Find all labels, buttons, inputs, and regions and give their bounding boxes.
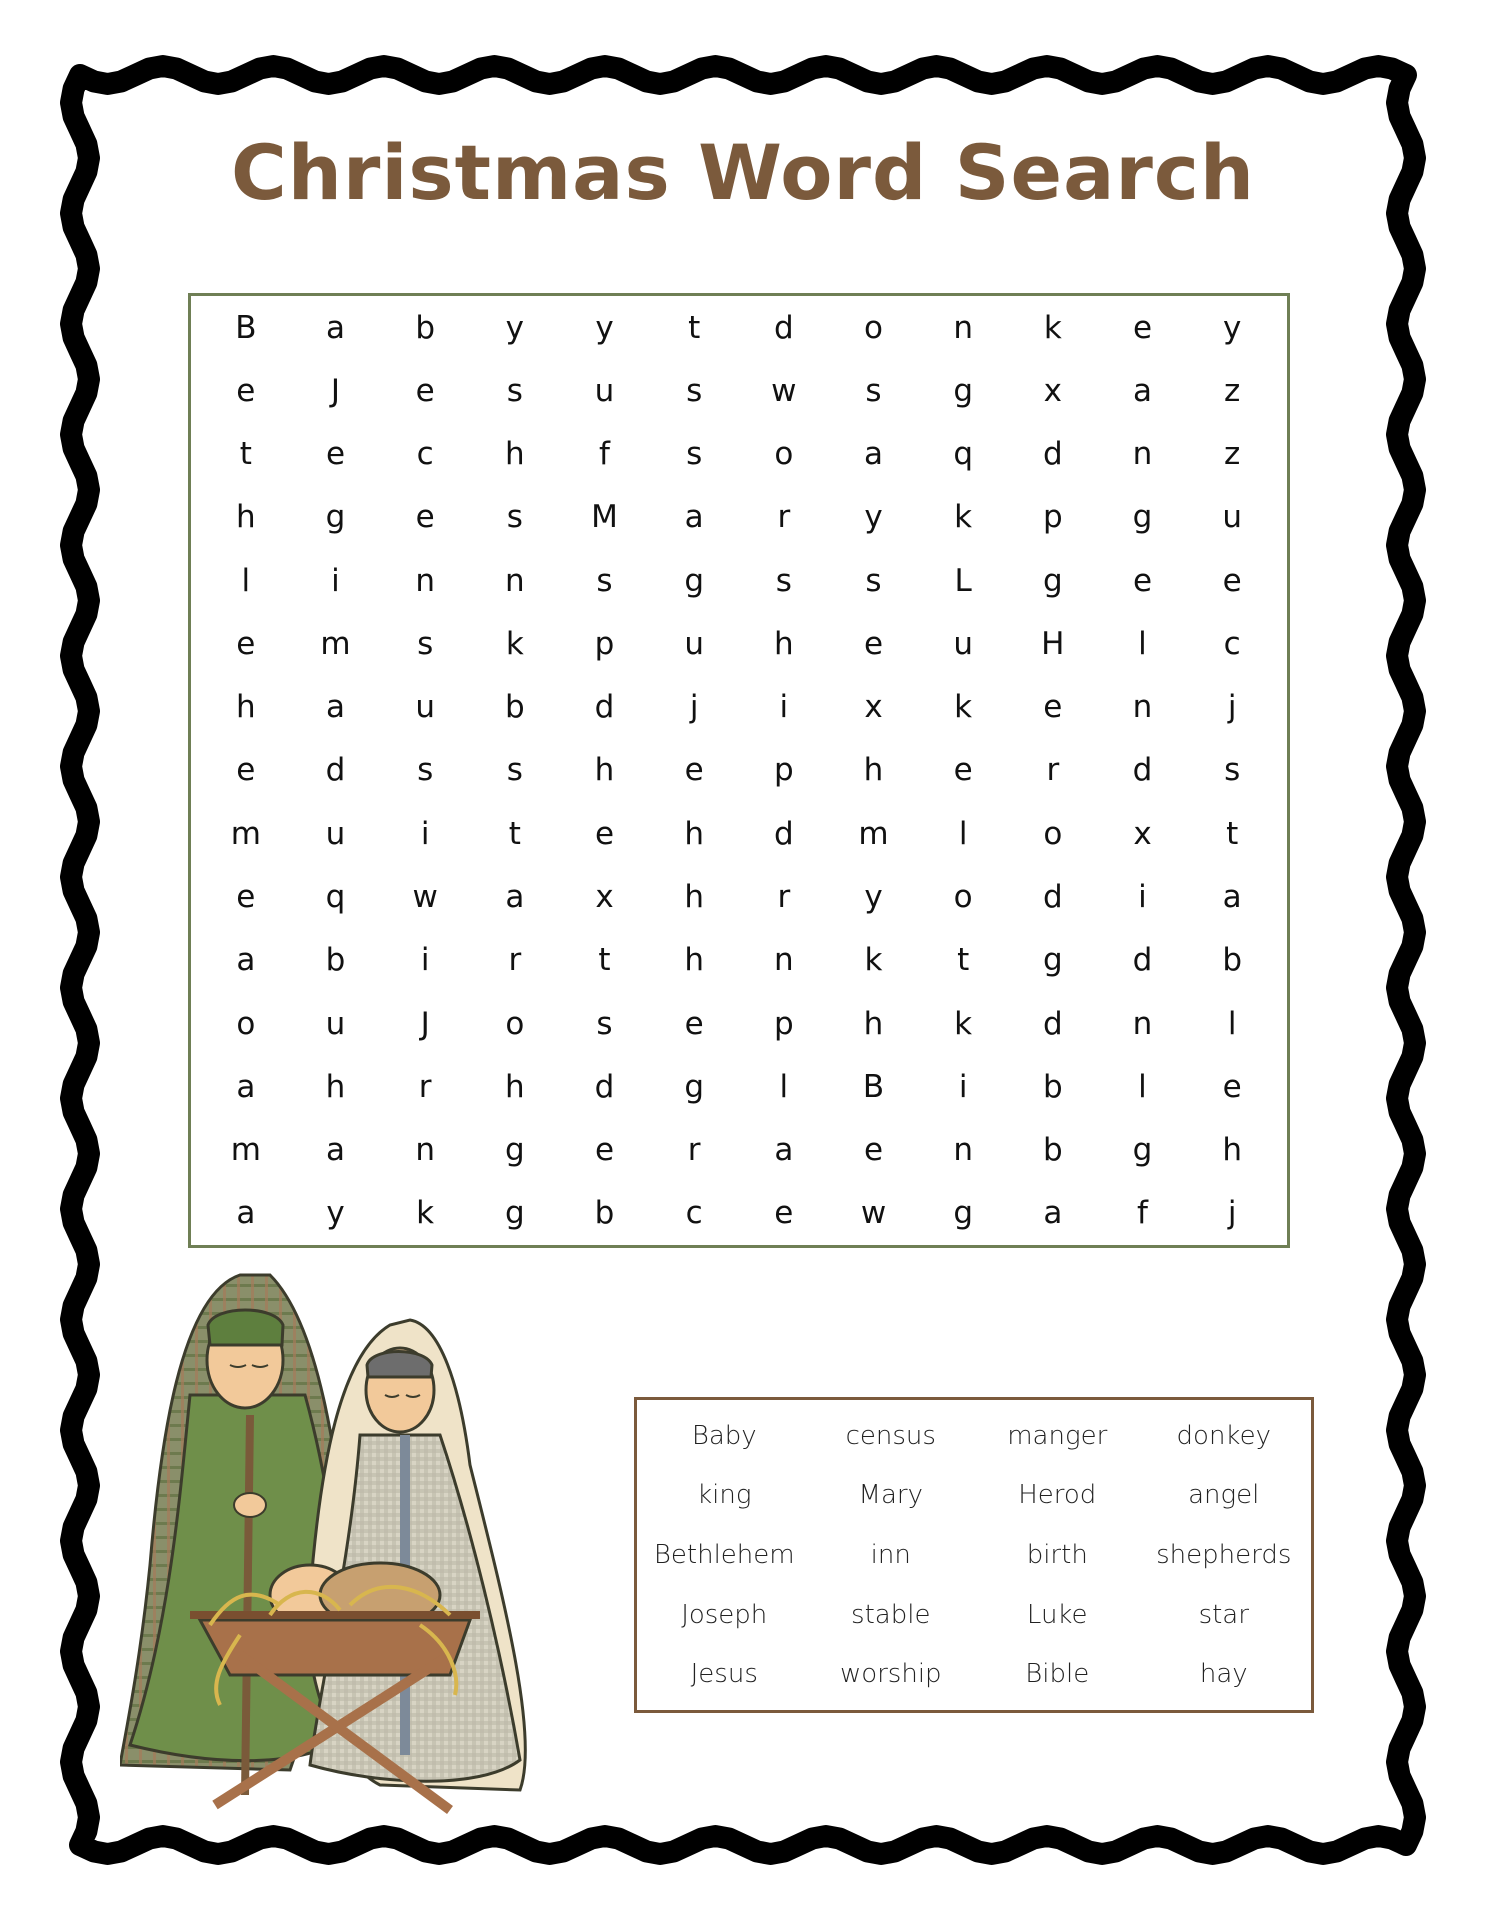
grid-letter: e <box>1222 1068 1242 1105</box>
grid-letter: h <box>684 942 704 979</box>
grid-letter: r <box>1046 752 1060 789</box>
grid-letter: J <box>420 1005 430 1042</box>
grid-letter: e <box>236 752 256 789</box>
word-list-item: Joseph <box>681 1599 768 1630</box>
grid-letter: l <box>779 1068 789 1105</box>
grid-letter: y <box>505 309 524 346</box>
grid-letter: h <box>863 752 884 789</box>
grid-letter: x <box>864 689 883 726</box>
grid-letter: m <box>230 1132 261 1169</box>
grid-letter: h <box>236 499 256 536</box>
grid-letter: d <box>773 309 794 346</box>
word-list-item: Herod <box>1018 1480 1097 1511</box>
grid-letter: b <box>504 689 525 726</box>
grid-letter: a <box>325 1132 345 1169</box>
grid-letter: b <box>1042 1068 1063 1105</box>
word-list-item: worship <box>839 1659 942 1690</box>
grid-letter: s <box>1224 752 1241 789</box>
grid-letter: a <box>236 1195 256 1232</box>
grid-letter: p <box>773 752 794 789</box>
grid-letter: z <box>1224 372 1241 409</box>
grid-letter: d <box>773 815 794 852</box>
letter-grid-frame <box>188 293 1290 1248</box>
grid-letter: p <box>1042 499 1063 536</box>
grid-letter: s <box>506 499 523 536</box>
grid-letter: e <box>325 436 346 473</box>
grid-letter: n <box>1132 436 1153 473</box>
word-list-item: Mary <box>858 1480 923 1511</box>
grid-letter: e <box>684 1005 704 1042</box>
grid-letter: l <box>1227 1005 1237 1042</box>
grid-letter: e <box>863 625 884 662</box>
grid-letter: e <box>1132 562 1153 599</box>
grid-letter: i <box>331 562 340 599</box>
grid-letter: h <box>325 1068 346 1105</box>
grid-letter: n <box>415 562 435 599</box>
grid-letter: r <box>777 879 791 916</box>
grid-letter: n <box>1132 1005 1153 1042</box>
grid-letter: j <box>1227 1195 1237 1232</box>
grid-letter: i <box>779 689 789 726</box>
grid-letter: k <box>1043 309 1062 346</box>
grid-letter: s <box>686 436 703 473</box>
grid-letter: m <box>858 815 889 852</box>
grid-letter: e <box>236 879 256 916</box>
grid-letter: d <box>1132 942 1153 979</box>
grid-letter: y <box>864 879 883 916</box>
grid-letter: e <box>415 499 435 536</box>
grid-letter: w <box>412 879 438 916</box>
grid-letter: s <box>596 1005 613 1042</box>
grid-letter: h <box>684 815 704 852</box>
grid-letter: g <box>1042 562 1063 599</box>
grid-letter: h <box>504 1068 525 1105</box>
grid-letter: u <box>415 689 435 726</box>
grid-letter: h <box>684 879 704 916</box>
grid-letter: j <box>1227 689 1237 726</box>
grid-letter: b <box>1042 1132 1063 1169</box>
grid-letter: h <box>594 752 615 789</box>
grid-letter: t <box>508 815 521 852</box>
grid-letter: l <box>1138 625 1147 662</box>
grid-letter: b <box>325 942 346 979</box>
grid-letter: g <box>1132 1132 1153 1169</box>
grid-letter: e <box>1132 309 1153 346</box>
grid-letter: B <box>862 1068 885 1105</box>
grid-letter: k <box>954 689 973 726</box>
grid-letter: k <box>505 625 524 662</box>
grid-letter: b <box>1222 942 1242 979</box>
grid-letter: b <box>594 1195 615 1232</box>
grid-letter: d <box>1042 879 1063 916</box>
grid-letter: d <box>325 752 346 789</box>
grid-letter: o <box>864 309 883 346</box>
word-list-item: angel <box>1188 1480 1260 1511</box>
grid-letter: g <box>684 1068 704 1105</box>
grid-letter: a <box>325 689 345 726</box>
grid-letter: k <box>416 1195 435 1232</box>
grid-letter: x <box>1133 815 1152 852</box>
grid-letter: e <box>415 372 435 409</box>
grid-letter: a <box>684 499 704 536</box>
grid-letter: q <box>953 436 973 473</box>
word-list-item: birth <box>1026 1539 1088 1570</box>
grid-letter: m <box>230 815 261 852</box>
grid-letter: s <box>865 372 882 409</box>
grid-letter: a <box>325 309 345 346</box>
grid-letter: a <box>505 879 525 916</box>
word-list-item: manger <box>1007 1420 1108 1451</box>
grid-letter: g <box>1042 942 1063 979</box>
grid-letter: e <box>594 1132 615 1169</box>
grid-letter: u <box>1222 499 1242 536</box>
grid-letter: y <box>864 499 883 536</box>
grid-letter: g <box>953 372 973 409</box>
word-list-item: stable <box>851 1599 931 1630</box>
word-list-item: king <box>697 1480 752 1511</box>
grid-letter: J <box>330 372 341 409</box>
grid-letter: r <box>777 499 791 536</box>
grid-letter: x <box>1043 372 1062 409</box>
grid-letter: n <box>953 1132 973 1169</box>
grid-letter: c <box>416 436 434 473</box>
grid-letter: s <box>596 562 613 599</box>
grid-letter: H <box>1041 625 1065 662</box>
grid-letter: i <box>420 942 430 979</box>
grid-letter: r <box>508 942 522 979</box>
grid-letter: e <box>594 815 615 852</box>
grid-letter: c <box>1223 625 1241 662</box>
grid-letter: g <box>504 1132 525 1169</box>
grid-letter: r <box>418 1068 432 1105</box>
grid-letter: h <box>504 436 525 473</box>
grid-letter: l <box>958 815 968 852</box>
grid-letter: c <box>685 1195 703 1232</box>
word-list-item: Bethlehem <box>653 1539 795 1570</box>
grid-letter: t <box>239 436 252 473</box>
grid-letter: u <box>325 815 346 852</box>
grid-letter: z <box>1224 436 1241 473</box>
grid-letter: r <box>687 1132 701 1169</box>
grid-letter: s <box>417 752 434 789</box>
word-list-item: donkey <box>1176 1420 1271 1451</box>
grid-letter: q <box>325 879 346 916</box>
grid-letter: a <box>236 1068 256 1105</box>
grid-letter: t <box>598 942 611 979</box>
grid-letter: e <box>1043 689 1063 726</box>
grid-letter: g <box>504 1195 525 1232</box>
grid-letter: s <box>775 562 792 599</box>
grid-letter: u <box>325 1005 346 1042</box>
grid-letter: t <box>1226 815 1239 852</box>
grid-letter: x <box>595 879 614 916</box>
nativity-scene-illustration <box>120 1265 620 1825</box>
grid-letter: u <box>953 625 973 662</box>
grid-letter: y <box>1222 309 1242 346</box>
grid-letter: p <box>773 1005 794 1042</box>
grid-letter: k <box>954 1005 973 1042</box>
grid-letter: d <box>594 1068 615 1105</box>
grid-letter: y <box>595 309 614 346</box>
grid-letter: t <box>688 309 701 346</box>
grid-letter: h <box>236 689 256 726</box>
letter-grid <box>201 296 1277 1245</box>
grid-letter: l <box>1138 1068 1147 1105</box>
grid-letter: a <box>236 942 256 979</box>
grid-letter: t <box>957 942 970 979</box>
grid-letter: e <box>1222 562 1242 599</box>
grid-letter: h <box>773 625 794 662</box>
word-list-item: hay <box>1199 1659 1248 1690</box>
grid-letter: m <box>320 625 351 662</box>
grid-letter: n <box>1132 689 1153 726</box>
grid-letter: o <box>774 436 794 473</box>
grid-letter: n <box>504 562 525 599</box>
word-list-item: census <box>845 1420 936 1451</box>
grid-letter: w <box>771 372 797 409</box>
grid-letter: d <box>1132 752 1153 789</box>
grid-letter: a <box>863 436 883 473</box>
grid-letter: h <box>1222 1132 1242 1169</box>
grid-letter: k <box>954 499 973 536</box>
grid-letter: f <box>1137 1195 1148 1232</box>
grid-letter: l <box>241 562 251 599</box>
grid-letter: g <box>1132 499 1153 536</box>
grid-letter: a <box>1222 879 1242 916</box>
grid-letter: n <box>415 1132 435 1169</box>
grid-letter: a <box>1132 372 1152 409</box>
word-list-item: inn <box>870 1539 911 1570</box>
word-list-item: Bible <box>1025 1659 1090 1690</box>
grid-letter: p <box>594 625 615 662</box>
word-list-item: shepherds <box>1156 1539 1292 1570</box>
grid-letter: i <box>958 1068 968 1105</box>
grid-letter: o <box>1043 815 1063 852</box>
grid-letter: B <box>235 309 257 346</box>
grid-letter: s <box>865 562 882 599</box>
grid-letter: f <box>599 436 610 473</box>
grid-letter: e <box>863 1132 884 1169</box>
word-list-item: Baby <box>691 1420 757 1451</box>
grid-letter: e <box>236 625 256 662</box>
grid-letter: g <box>953 1195 973 1232</box>
grid-letter: L <box>954 562 972 599</box>
grid-letter: u <box>594 372 615 409</box>
grid-letter: a <box>1043 1195 1063 1232</box>
word-list <box>634 1397 1314 1713</box>
grid-letter: k <box>864 942 883 979</box>
grid-letter: d <box>1042 436 1063 473</box>
grid-letter: e <box>953 752 973 789</box>
grid-letter: h <box>863 1005 884 1042</box>
grid-letter: s <box>686 372 703 409</box>
grid-letter: n <box>773 942 794 979</box>
grid-letter: a <box>774 1132 794 1169</box>
grid-letter: i <box>420 815 430 852</box>
grid-letter: o <box>505 1005 525 1042</box>
grid-letter: b <box>415 309 435 346</box>
page-title: Christmas Word Search <box>230 128 1256 217</box>
grid-letter: g <box>325 499 346 536</box>
grid-letter: o <box>236 1005 256 1042</box>
grid-letter: y <box>326 1195 345 1232</box>
grid-letter: e <box>236 372 256 409</box>
grid-letter: d <box>1042 1005 1063 1042</box>
grid-letter: s <box>506 372 523 409</box>
grid-letter: d <box>594 689 615 726</box>
grid-letter: g <box>684 562 704 599</box>
word-list-item: star <box>1198 1599 1249 1630</box>
word-list-item: Jesus <box>690 1659 758 1690</box>
grid-letter: n <box>953 309 973 346</box>
grid-letter: j <box>689 689 699 726</box>
grid-letter: u <box>684 625 704 662</box>
grid-letter: i <box>1138 879 1147 916</box>
grid-letter: e <box>774 1195 794 1232</box>
grid-letter: s <box>417 625 434 662</box>
grid-letter: e <box>684 752 704 789</box>
word-list-item: Luke <box>1026 1599 1088 1630</box>
grid-letter: o <box>953 879 973 916</box>
grid-letter: w <box>860 1195 887 1232</box>
grid-letter: M <box>591 499 618 536</box>
grid-letter: s <box>506 752 523 789</box>
